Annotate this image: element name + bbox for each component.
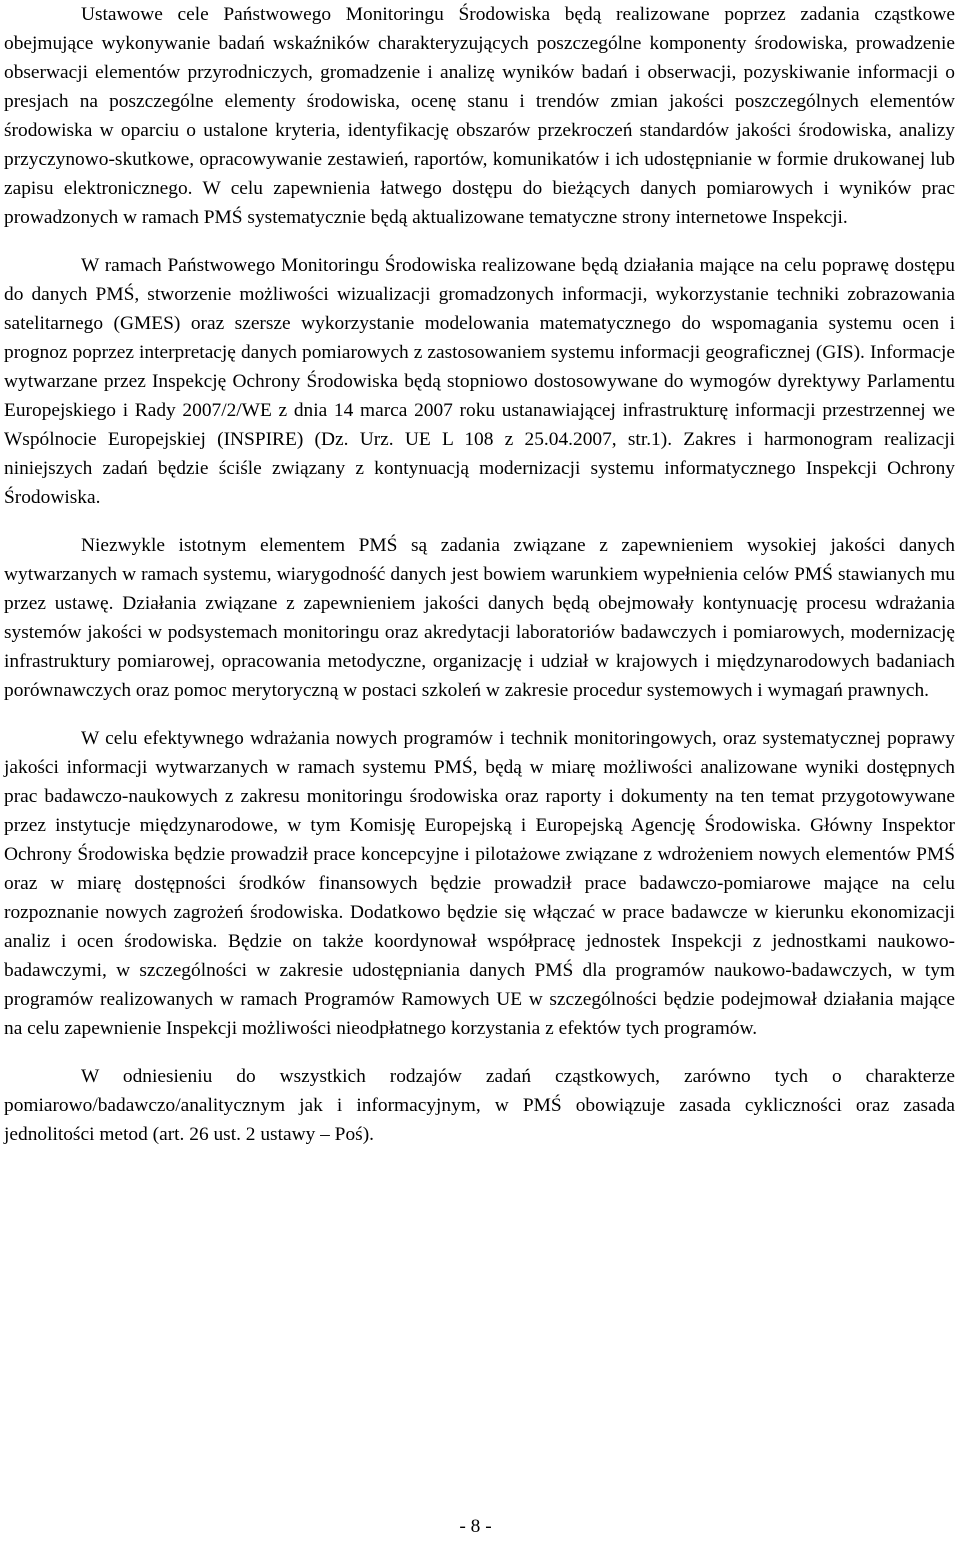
paragraph-cyclicality: W odniesieniu do wszystkich rodzajów zadań cząstkowych, zarówno tych o charakterze pomiarowo/badawczo/analitycznym jak i informacyjnym, w PMŚ obowiązuje zasada cykliczności oraz zasada jednolitości metod (art. 26 ust. 2 ustawy – Poś). xyxy=(4,1066,955,1145)
paragraph-data-access: W ramach Państwowego Monitoringu Środowiska realizowane będą działania mające na celu poprawę dostępu do danych PMŚ, stworzenie możliwości wizualizacji gromadzonych informacji, wykorzystanie techniki zobrazowania satelitarnego (GMES) oraz szersze wykorzystanie modelowania matematycznego do wspomagania systemu ocen i prognoz poprzez interpretację danych pomiarowych z zastosowaniem systemu informacji geograficznej (GIS). Informacje wytwarzane przez Inspekcję Ochrony Środowiska będą stopniowo dostosowywane do wymogów dyrektywy Parlamentu Europejskiego i Rady 2007/2/WE z dnia 14 marca 2007 roku ustanawiającej infrastrukturę informacji przestrzennej we Wspólnocie Europejskiej (INSPIRE) (Dz. Urz. UE L 108 z 25.04.2007, str.1). Zakres i harmonogram realizacji niniejszych zadań będzie ściśle związany z kontynuacją modernizacji systemu informatycznego Inspekcji Ochrony Środowiska. xyxy=(4,255,955,508)
paragraph-monitoring-goals: Ustawowe cele Państwowego Monitoringu Środowiska będą realizowane poprzez zadania cząstkowe obejmujące wykonywanie badań wskaźników charakteryzujących poszczególne komponenty środowiska, prowadzenie obserwacji elementów przyrodniczych, gromadzenie i analizę wyników badań i obserwacji, pozyskiwanie informacji o presjach na poszczególne elementy środowiska, ocenę stanu i trendów zmian jakości poszczególnych elementów środowiska w oparciu o ustalone kryteria, identyfikację obszarów przekroczeń standardów jakości środowiska, analizy przyczynowo-skutkowe, opracowywanie zestawień, raportów, komunikatów i ich udostępnianie w formie drukowanej lub zapisu elektronicznego. W celu zapewnienia łatwego dostępu do bieżących danych pomiarowych i wyników prac prowadzonych w ramach PMŚ systematycznie będą aktualizowane tematyczne strony internetowe Inspekcji. xyxy=(4,4,955,228)
paragraph-new-programs: W celu efektywnego wdrażania nowych programów i technik monitoringowych, oraz systematycznej poprawy jakości informacji wytwarzanych w ramach systemu PMŚ, będą w miarę możliwości analizowane wyniki dostępnych prac badawczo-naukowych z zakresu monitoringu środowiska oraz raporty i dokumenty na ten temat przygotowywane przez instytucje międzynarodowe, w tym Komisję Europejską i Europejską Agencję Środowiska. Główny Inspektor Ochrony Środowiska będzie prowadził prace koncepcyjne i pilotażowe związane z wdrożeniem nowych elementów PMŚ oraz w miarę dostępności środków finansowych będzie prowadził prace badawczo-pomiarowe mające na celu rozpoznanie nowych zagrożeń środowiska. Dodatkowo będzie się włączać w prace badawcze w kierunku ekonomizacji analiz i ocen środowiska. Będzie on także koordynował współpracę jednostek Inspekcji z jednostkami naukowo-badawczymi, w szczególności w zakresie udostępniania danych PMŚ dla programów naukowo-badawczych, w tym programów realizowanych w ramach Programów Ramowych UE w szczególności będzie podejmował działania mające na celu zapewnienie Inspekcji możliwości nieodpłatnego korzystania z efektów tych programów. xyxy=(4,728,955,1039)
paragraph-data-quality: Niezwykle istotnym elementem PMŚ są zadania związane z zapewnieniem wysokiej jakości danych wytwarzanych w ramach systemu, wiarygodność danych jest bowiem warunkiem wypełnienia celów PMŚ stawianych mu przez ustawę. Działania związane z zapewnieniem jakości danych będą obejmowały kontynuację procesu wdrażania systemów jakości w podsystemach monitoringu oraz akredytacji laboratoriów badawczych i pomiarowych, modernizację infrastruktury pomiarowej, opracowania metodyczne, organizację i udział w krajowych i międzynarodowych badaniach porównawczych oraz pomoc merytoryczną w postaci szkoleń w zakresie procedur systemowych i wymagań prawnych. xyxy=(4,535,955,701)
document-page xyxy=(4,0,955,1561)
page-number: - 8 - xyxy=(459,1516,492,1537)
